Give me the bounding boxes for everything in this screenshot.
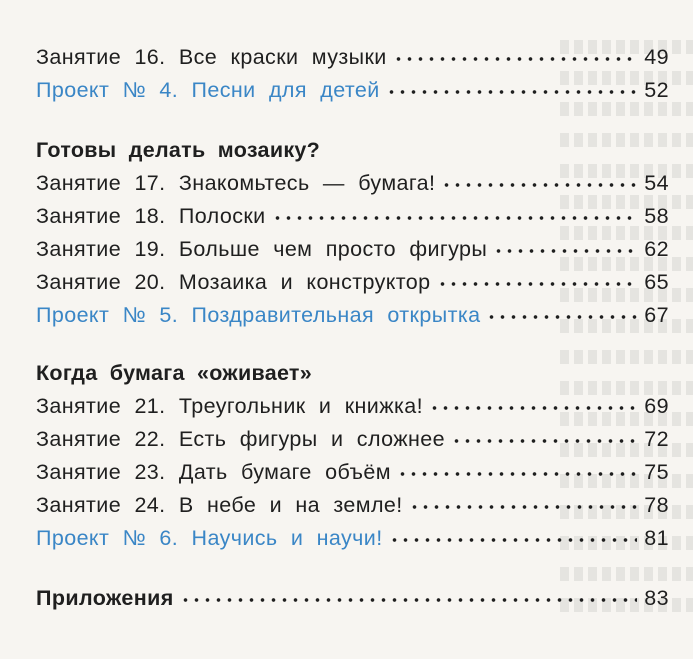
toc-entry-page: 65 bbox=[644, 270, 669, 294]
toc-entry-page: 49 bbox=[644, 45, 669, 69]
dot-leader bbox=[451, 439, 637, 443]
toc-entry[interactable] bbox=[36, 456, 669, 489]
toc-entry-title: Занятие 19. Больше чем просто фигуры bbox=[36, 237, 488, 261]
toc-entry-title: Занятие 16. Все краски музыки bbox=[36, 45, 387, 69]
dot-leader bbox=[429, 406, 637, 410]
section-heading: Когда бумага «оживает» bbox=[36, 361, 313, 385]
toc-entry[interactable] bbox=[36, 390, 669, 423]
toc-entry-project[interactable] bbox=[36, 74, 669, 107]
toc-entry-page: 52 bbox=[644, 78, 669, 102]
toc-entry-title: Занятие 21. Треугольник и книжка! bbox=[36, 394, 423, 418]
toc-entry-page: 67 bbox=[644, 303, 669, 327]
toc-entry-page: 81 bbox=[644, 526, 669, 550]
toc-entry-appendix[interactable] bbox=[36, 582, 669, 615]
dot-leader bbox=[386, 90, 637, 94]
dot-leader bbox=[393, 57, 637, 61]
toc-entry-page: 72 bbox=[644, 427, 669, 451]
toc-entry[interactable] bbox=[36, 423, 669, 456]
toc-entry-page: 58 bbox=[644, 204, 669, 228]
section-heading: Готовы делать мозаику? bbox=[36, 138, 321, 162]
toc-entry-page: 62 bbox=[644, 237, 669, 261]
dot-leader bbox=[397, 472, 637, 476]
toc-entry-page: 54 bbox=[644, 171, 669, 195]
dot-leader bbox=[409, 505, 637, 509]
toc-entry-page: 75 bbox=[644, 460, 669, 484]
toc-entry-project[interactable] bbox=[36, 522, 669, 555]
toc-entry-project[interactable] bbox=[36, 299, 669, 332]
toc-entry-title: Занятие 20. Мозаика и конструктор bbox=[36, 270, 431, 294]
dot-leader bbox=[272, 216, 637, 220]
toc-entry-title: Занятие 22. Есть фигуры и сложнее bbox=[36, 427, 446, 451]
toc-entry-title: Проект № 5. Поздравительная открытка bbox=[36, 303, 481, 327]
toc-entry-page: 83 bbox=[644, 586, 669, 610]
toc-entry[interactable] bbox=[36, 167, 669, 200]
dot-leader bbox=[437, 282, 637, 286]
toc-entry[interactable] bbox=[36, 489, 669, 522]
toc-entry[interactable] bbox=[36, 200, 669, 233]
toc-entry[interactable] bbox=[36, 233, 669, 266]
toc-entry-title: Занятие 24. В небе и на земле! bbox=[36, 493, 403, 517]
toc-entry[interactable] bbox=[36, 41, 669, 74]
toc-entry-title: Проект № 6. Научись и научи! bbox=[36, 526, 383, 550]
toc-entry-page: 78 bbox=[644, 493, 669, 517]
toc-entry-page: 69 bbox=[644, 394, 669, 418]
dot-leader bbox=[389, 538, 637, 542]
dot-leader bbox=[493, 249, 637, 253]
toc-entry-title: Проект № 4. Песни для детей bbox=[36, 78, 380, 102]
toc-entry-title: Занятие 17. Знакомьтесь — бумага! bbox=[36, 171, 436, 195]
dot-leader bbox=[486, 315, 637, 319]
table-of-contents bbox=[36, 41, 669, 615]
toc-entry-title: Занятие 18. Полоски bbox=[36, 204, 266, 228]
toc-entry[interactable] bbox=[36, 266, 669, 299]
dot-leader bbox=[441, 183, 637, 187]
toc-entry-title: Приложения bbox=[36, 586, 174, 610]
dot-leader bbox=[180, 598, 637, 602]
toc-entry-title: Занятие 23. Дать бумаге объём bbox=[36, 460, 391, 484]
